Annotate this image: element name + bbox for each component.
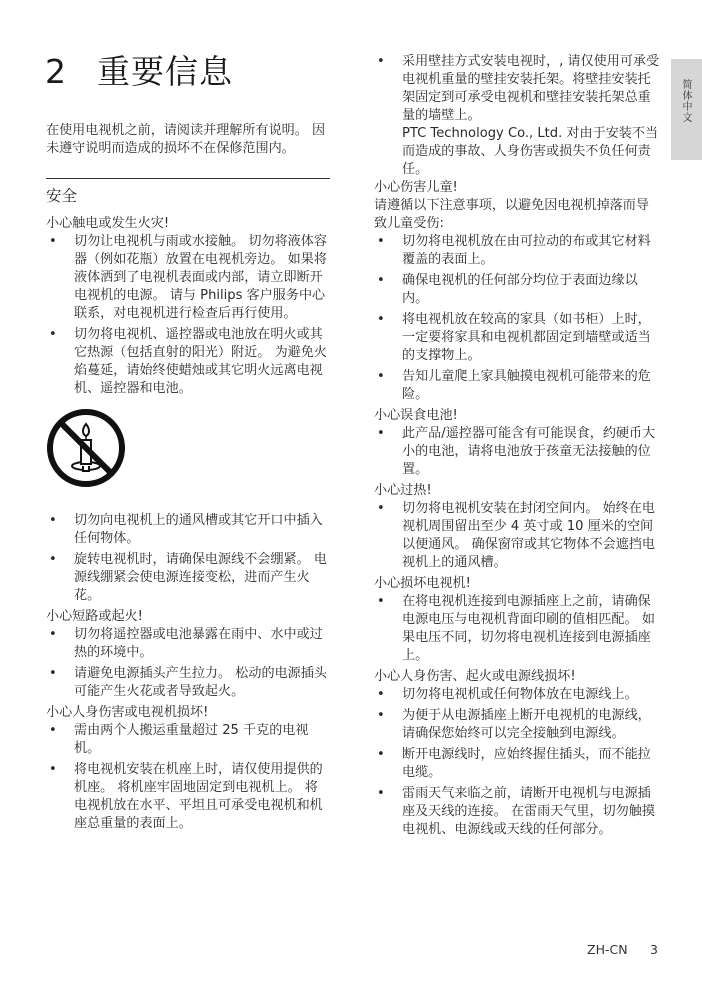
- list-item: • 确保电视机的任何部分均位于表面边缘以内。: [374, 272, 660, 308]
- caution-battery: 小心误食电池!: [374, 408, 458, 423]
- caution-children: 小心伤害儿童!: [374, 180, 458, 195]
- list-item: • 将电视机放在较高的家具（如书柜）上时，一定要将家具和电视机都固定到墙壁或适当的支撑物上。: [374, 311, 660, 365]
- section-divider: [46, 178, 330, 179]
- list-item: • 旋转电视机时，请确保电源线不会绷紧。 电源线绷紧会使电源连接变松，进而产生火花。: [46, 551, 330, 605]
- list-item: • 切勿将电视机或任何物体放在电源线上。: [374, 686, 660, 704]
- list-item: • 请避免电源插头产生拉力。 松动的电源插头可能产生火花或者导致起火。: [46, 665, 330, 701]
- bullet-list: [374, 500, 660, 572]
- page-heading: [45, 46, 233, 93]
- caution-short-circuit: 小心短路或起火!: [46, 609, 143, 624]
- caution-overheat: 小心过热!: [374, 483, 432, 498]
- list-item: • 雷雨天气来临之前，请断开电视机与电源插座及天线的连接。 在雷雨天气里，切勿触摸电视机、电源线或天线的任何部分。: [374, 785, 660, 839]
- list-item: • 告知儿童爬上家具触摸电视机可能带来的危险。: [374, 368, 660, 404]
- left-column: [46, 122, 330, 836]
- list-item: • 此产品/遥控器可能含有可能误食，约硬币大小的电池，请将电池放于孩童无法接触的位置。: [374, 425, 660, 479]
- bullet-list: [374, 233, 660, 404]
- page-number: 3: [650, 942, 658, 957]
- bullet-list: [46, 722, 330, 833]
- bullet-list: [374, 686, 660, 839]
- caution-tv-damage: 小心损坏电视机!: [374, 576, 471, 591]
- list-item: • 断开电源线时，应始终握住插头，而不能拉电缆。: [374, 746, 660, 782]
- caution-electric-fire: 小心触电或发生火灾!: [46, 216, 170, 231]
- section-title-main: 重要信息: [97, 52, 233, 91]
- intro-paragraph: 在使用电视机之前，请阅读并理解所有说明。 因未遵守说明而造成的损坏不在保修范围内。: [46, 123, 326, 156]
- safety-heading: 安全: [46, 187, 78, 205]
- list-item: • 切勿将电视机安装在封闭空间内。 始终在电视机周围留出至少 4 英寸或 10 厘米的空间以便通风。 确保窗帘或其它物体不会遮挡电视机上的通风槽。: [374, 500, 660, 572]
- list-item: • 将电视机安装在机座上时，请仅使用提供的机座。 将机座牢固地固定到电视机上。 将电视机放在水平、平坦且可承受电视机和机座总重量的表面上。: [46, 761, 330, 833]
- language-side-tab-label: 简体中文: [680, 79, 691, 123]
- no-candle-warning-icon: [46, 408, 126, 488]
- list-item: • 为便于从电源插座上断开电视机的电源线，请确保您始终可以完全接触到电源线。: [374, 707, 660, 743]
- bullet-list: [374, 53, 660, 125]
- footer-language-code: ZH-CN: [587, 942, 628, 957]
- list-item: • 切勿将电视机、遥控器或电池放在明火或其它热源（包括直射的阳光）附近。 为避免火焰蔓延，请始终使蜡烛或其它明火远离电视机、遥控器和电池。: [46, 326, 330, 398]
- bullet-list: [374, 593, 660, 665]
- ptc-disclaimer: PTC Technology Co., Ltd. 对由于安装不当而造成的事故、人身伤害或损失不负任何责任。: [402, 126, 659, 177]
- list-item: • 切勿将遥控器或电池暴露在雨中、水中或过热的环境中。: [46, 626, 330, 662]
- right-column: [374, 53, 660, 842]
- caution-power-cord: 小心人身伤害、起火或电源线损坏!: [374, 669, 576, 684]
- children-instructions: 请遵循以下注意事项，以避免因电视机掉落而导致儿童受伤:: [374, 198, 649, 231]
- bullet-list: [46, 512, 330, 605]
- bullet-list: [46, 626, 330, 701]
- list-item: • 切勿让电视机与雨或水接触。 切勿将液体容器（例如花瓶）放置在电视机旁边。 如果将液体洒到了电视机表面或内部，请立即断开电视机的电源。 请与 Philips 客户服务中心联系，对电视机进行检查后再行使用。: [46, 233, 330, 323]
- list-item: • 采用壁挂方式安装电视时，, 请仅使用可承受电视机重量的壁挂安装托架。将壁挂安装托架固定到可承受电视机和壁挂安装托架总重量的墙壁上。: [374, 53, 660, 125]
- list-item: • 切勿向电视机上的通风槽或其它开口中插入任何物体。: [46, 512, 330, 548]
- language-side-tab: [671, 59, 702, 160]
- list-item: • 在将电视机连接到电源插座上之前，请确保电源电压与电视机背面印刷的值相匹配。 如果电压不同，切勿将电视机连接到电源插座上。: [374, 593, 660, 665]
- list-item: • 切勿将电视机放在由可拉动的布或其它材料覆盖的表面上。: [374, 233, 660, 269]
- bullet-list: [374, 425, 660, 479]
- caution-injury-damage: 小心人身伤害或电视机损坏!: [46, 705, 209, 720]
- list-item: • 需由两个人搬运重量超过 25 千克的电视机。: [46, 722, 330, 758]
- section-number: 2: [45, 52, 67, 91]
- bullet-list: [46, 233, 330, 398]
